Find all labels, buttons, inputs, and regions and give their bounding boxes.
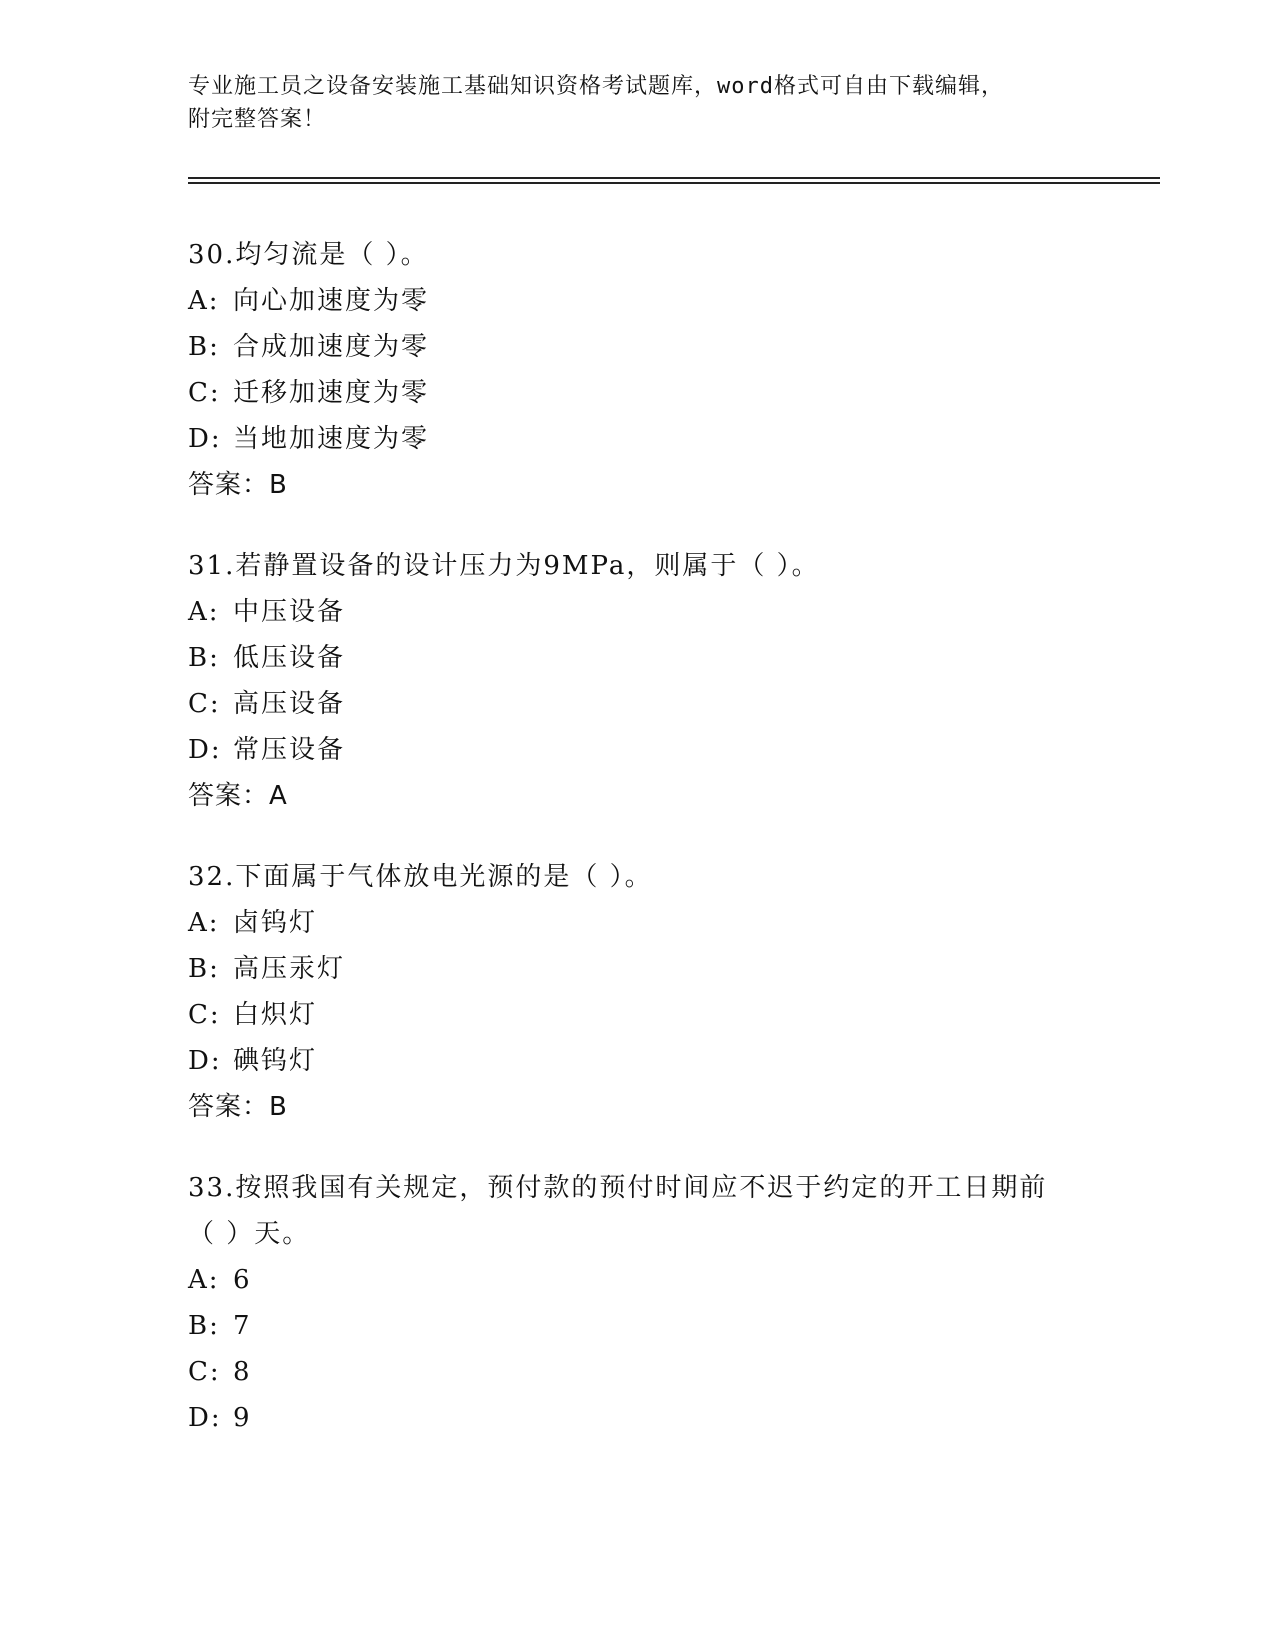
header-divider-bottom (188, 182, 1160, 184)
option-d (188, 1395, 1088, 1441)
answer-line: 答案：B (188, 1092, 288, 1122)
option-text: 中压设备 (233, 597, 346, 627)
question-32 (188, 854, 1088, 1130)
option-c (188, 681, 1088, 727)
option-key: C: (188, 689, 221, 719)
option-c (188, 1349, 1088, 1395)
option-b (188, 1303, 1088, 1349)
option-text: 碘钨灯 (233, 1046, 318, 1076)
option-key: D: (188, 1403, 222, 1433)
answer-line: 答案：A (188, 781, 288, 811)
option-a (188, 1257, 1088, 1303)
option-key: B: (188, 1311, 220, 1341)
option-a (188, 589, 1088, 635)
question-stem: 33.按照我国有关规定，预付款的预付时间应不迟于约定的开工日期前 (188, 1173, 1048, 1203)
option-key: A: (188, 597, 220, 627)
option-a (188, 900, 1088, 946)
question-stem-continuation: （ ）天。 (188, 1219, 311, 1249)
option-d (188, 1038, 1088, 1084)
option-b (188, 946, 1088, 992)
header-line-2: 附完整答案！ (188, 107, 327, 132)
option-text: 低压设备 (233, 643, 346, 673)
option-key: A: (188, 1265, 220, 1295)
option-key: C: (188, 1357, 221, 1387)
question-stem: 30.均匀流是（ ）。 (188, 240, 429, 270)
option-text: 迁移加速度为零 (233, 378, 430, 408)
option-text: 卤钨灯 (233, 908, 318, 938)
question-31 (188, 543, 1088, 819)
question-stem: 31.若静置设备的设计压力为9MPa，则属于（ ）。 (188, 551, 820, 581)
option-key: B: (188, 643, 220, 673)
option-text: 向心加速度为零 (233, 286, 430, 316)
option-text: 合成加速度为零 (233, 332, 430, 362)
option-d (188, 727, 1088, 773)
option-text: 白炽灯 (233, 1000, 318, 1030)
option-text: 8 (233, 1357, 252, 1387)
option-b (188, 635, 1088, 681)
option-key: A: (188, 908, 220, 938)
option-text: 7 (233, 1311, 252, 1341)
option-key: D: (188, 1046, 222, 1076)
question-stem: 32.下面属于气体放电光源的是（ ）。 (188, 862, 653, 892)
header-divider-top (188, 177, 1160, 179)
option-text: 高压汞灯 (233, 954, 346, 984)
option-c (188, 370, 1088, 416)
option-key: D: (188, 735, 222, 765)
option-text: 6 (233, 1265, 252, 1295)
question-list (188, 232, 1088, 1476)
option-text: 高压设备 (233, 689, 346, 719)
option-key: A: (188, 286, 220, 316)
option-text: 9 (233, 1403, 252, 1433)
option-key: B: (188, 332, 220, 362)
option-d (188, 416, 1088, 462)
option-text: 当地加速度为零 (233, 424, 430, 454)
option-c (188, 992, 1088, 1038)
option-key: B: (188, 954, 220, 984)
question-30 (188, 232, 1088, 508)
option-key: C: (188, 378, 221, 408)
document-header (188, 70, 1088, 136)
header-line-1: 专业施工员之设备安装施工基础知识资格考试题库，word格式可自由下载编辑， (188, 74, 1004, 99)
option-key: D: (188, 424, 222, 454)
answer-line: 答案：B (188, 470, 288, 500)
option-key: C: (188, 1000, 221, 1030)
option-text: 常压设备 (233, 735, 346, 765)
option-b (188, 324, 1088, 370)
question-33 (188, 1165, 1088, 1441)
option-a (188, 278, 1088, 324)
